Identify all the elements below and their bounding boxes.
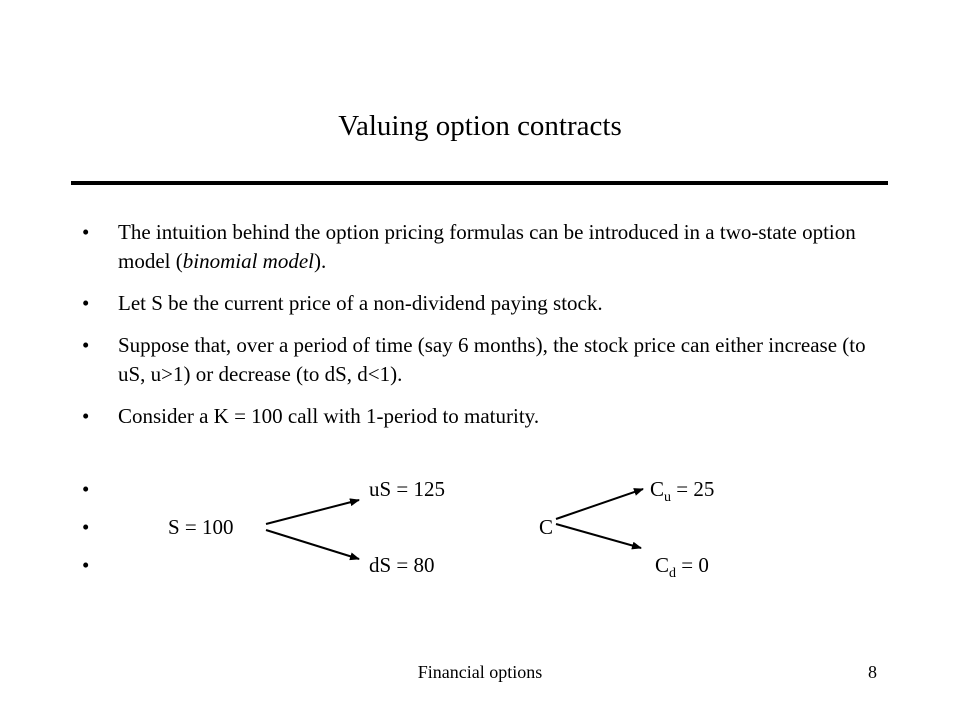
option-root-label: C [539, 515, 554, 539]
bullet-dot: • [82, 291, 90, 315]
bullet-dot: • [82, 333, 90, 357]
option-up-value: = 25 [671, 477, 715, 501]
footer-label: Financial options [417, 662, 543, 682]
bullet-dot: • [82, 220, 90, 244]
stock-down-arrow [266, 530, 359, 559]
bullet-text: Suppose that, over a period of time (say 6 months), the stock price can either increase (to uS, u>1) or decrease (to dS, d<1). [118, 333, 866, 386]
option-down-subscript: d [669, 566, 677, 581]
bullet-dot: • [82, 515, 90, 539]
option-down-base: C [655, 553, 670, 577]
bullet-text-italic: binomial model [182, 249, 314, 273]
page-number: 8 [868, 662, 877, 682]
option-up-arrow [556, 489, 643, 519]
slide-title: Valuing option contracts [338, 110, 622, 142]
stock-down-label: dS = 80 [369, 553, 435, 577]
bullet-dot: • [82, 477, 90, 501]
bullet-dot: • [82, 404, 90, 428]
stock-up-label: uS = 125 [369, 477, 446, 501]
option-up-base: C [650, 477, 665, 501]
option-up-subscript: u [664, 490, 672, 505]
bullet-text: Consider a K = 100 call with 1-period to maturity. [118, 404, 540, 428]
bullet-dot: • [82, 553, 90, 577]
bullet-text: Let S be the current price of a non-dividend paying stock. [118, 291, 603, 315]
stock-up-arrow [266, 500, 359, 524]
bullet-text-part: The intuition behind the option pricing formulas can be introduced in a two-state option model ( [118, 220, 856, 273]
option-down-value: = 0 [676, 553, 709, 577]
option-down-arrow [556, 524, 641, 548]
bullet-text-part: ). [313, 249, 327, 273]
stock-root-label: S = 100 [168, 515, 234, 539]
